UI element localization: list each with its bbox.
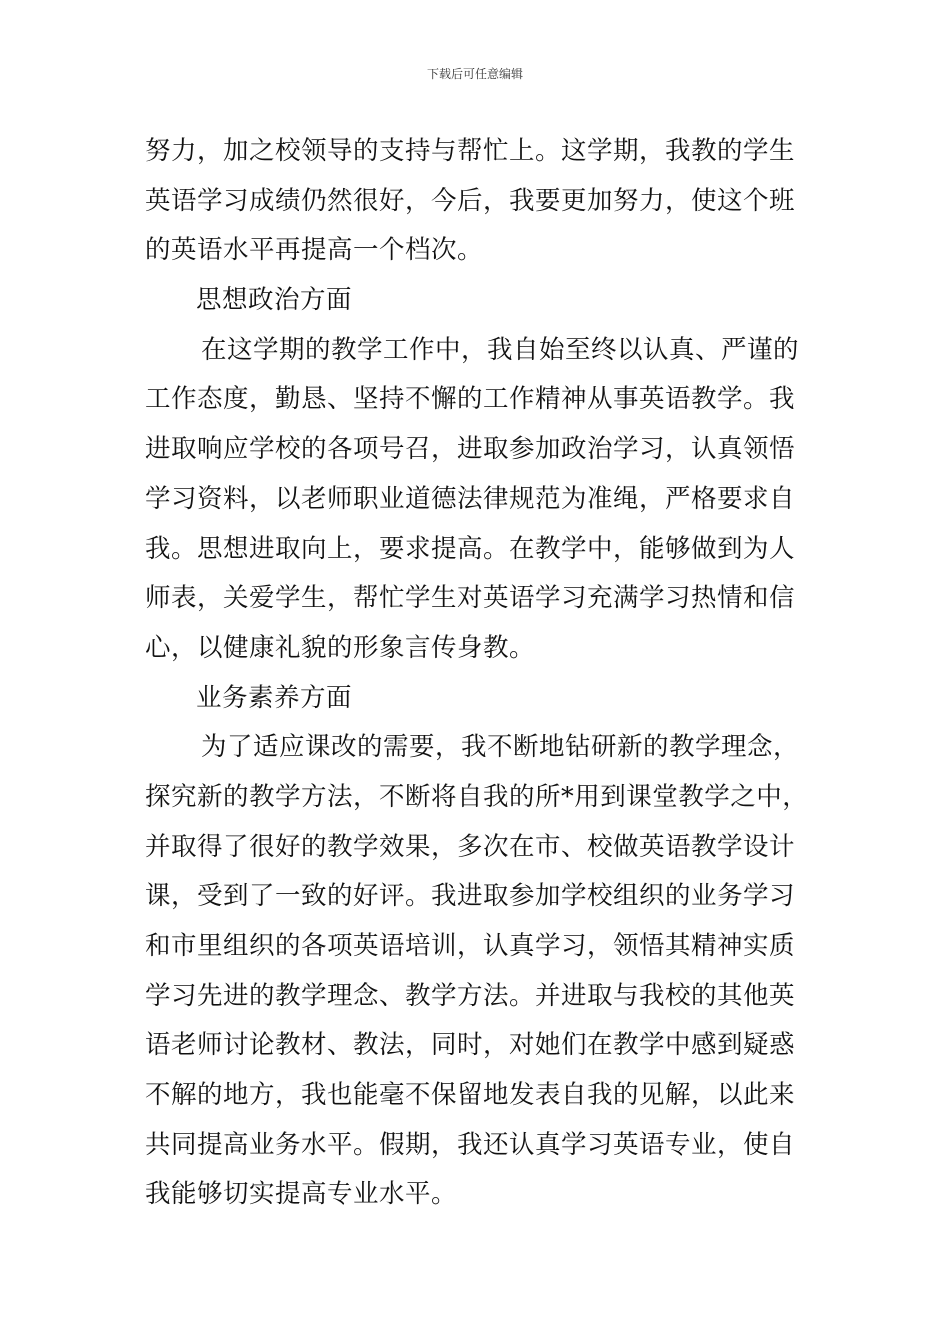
text-line: 在这学期的教学工作中，我自始至终以认真、严谨的 (201, 334, 800, 365)
document-body (145, 127, 815, 1220)
text-line: 语老师讨论教材、教法，同时，对她们在教学中感到疑惑 (145, 1030, 796, 1061)
text-line: 共同提高业务水平。假期，我还认真学习英语专业，使自 (145, 1129, 796, 1160)
text-line: 的英语水平再提高一个档次。 (145, 235, 484, 266)
text-line: 工作态度，勤恳、坚持不懈的工作精神从事英语教学。我 (145, 384, 796, 415)
text-line: 不解的地方，我也能毫不保留地发表自我的见解，以此来 (145, 1080, 796, 1111)
text-line: 课，受到了一致的好评。我进取参加学校组织的业务学习 (145, 881, 796, 912)
text-line: 学习先进的教学理念、教学方法。并进取与我校的其他英 (145, 980, 796, 1011)
text-line: 我能够切实提高专业水平。 (145, 1179, 458, 1210)
text-line: 学习资料，以老师职业道德法律规范为准绳，严格要求自 (145, 483, 796, 514)
text-line: 和市里组织的各项英语培训，认真学习，领悟其精神实质 (145, 931, 796, 961)
text-line: 并取得了很好的教学效果，多次在市、校做英语教学设计 (145, 831, 796, 862)
text-line: 努力，加之校领导的支持与帮忙上。这学期，我教的学生 (145, 136, 796, 166)
text-line: 探究新的教学方法，不断将自我的所*用到课堂教学之中， (145, 781, 809, 812)
section-heading-professional: 业务素养方面 (196, 682, 353, 713)
page-header: 下载后可任意编辑 (426, 67, 523, 81)
text-line: 英语学习成绩仍然很好，今后，我要更加努力，使这个班 (145, 185, 796, 216)
section-heading-politics: 思想政治方面 (196, 285, 353, 316)
text-line: 我。思想进取向上，要求提高。在教学中，能够做到为人 (145, 533, 796, 564)
text-line: 进取响应学校的各项号召，进取参加政治学习，认真领悟 (145, 434, 796, 465)
text-line: 师表，关爱学生，帮忙学生对英语学习充满学习热情和信 (145, 583, 796, 614)
text-line: 为了适应课改的需要，我不断地钻研新的教学理念， (201, 732, 800, 763)
text-line: 心，以健康礼貌的形象言传身教。 (145, 632, 536, 663)
